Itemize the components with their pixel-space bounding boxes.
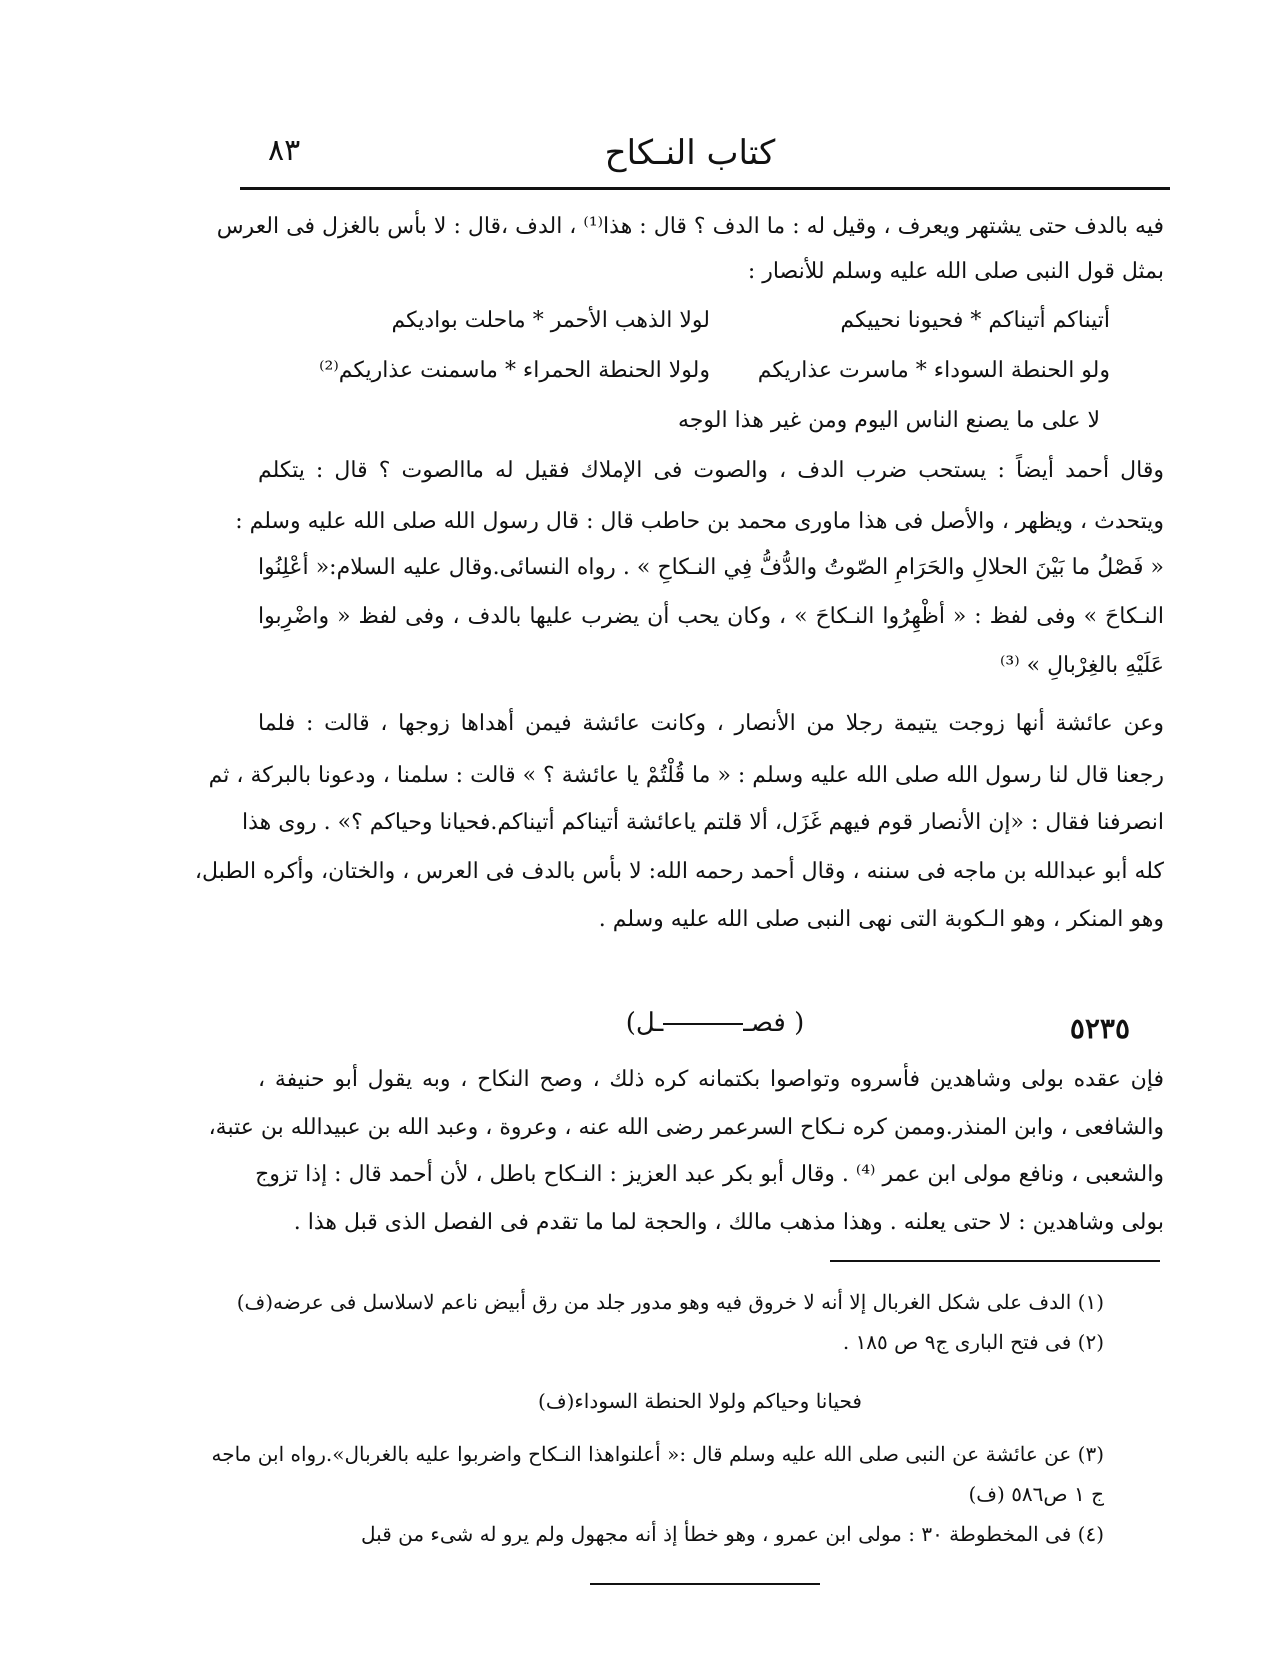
verse-hemistich: لولا الذهب الأحمر * ماحلت بواديكم	[391, 308, 710, 333]
body-line: انصرفنا فقال : «إن الأنصار قوم فيهم غَزَل، ألا قلتم ياعائشة أتيناكم أتيناكم.فحيانا وحياكم ؟» . روى هذا	[241, 810, 1164, 835]
footnote: ج ١ ص٥٨٦ (ف)	[968, 1482, 1104, 1506]
verse-hemistich: ولولا الحنطة الحمراء * ماسمنت عذاريكم⁽²⁾	[319, 358, 710, 383]
footnote: (١) الدف على شكل الغربال إلا أنه لا خروق فيه وهو مدور جلد من رق أبيض ناعم لاسلاسل فى عرضه(ف)	[236, 1290, 1104, 1314]
body-line: كله أبو عبدالله بن ماجه فى سننه ، وقال أحمد رحمه الله: لا بأس بالدف فى العرس ، والختان، وأكره الطبل،	[194, 859, 1164, 884]
body-line: ويتحدث ، ويظهر ، والأصل فى هذا ماورى محمد بن حاطب قال : قال رسول الله صلى الله عليه وسلم :	[235, 509, 1164, 534]
body-line: والشعبى ، ونافع مولى ابن عمر ⁽⁴⁾ . وقال أبو بكر عبد العزيز : النـكاح باطل ، لأن أحمد قال : إذا تزوج	[255, 1162, 1164, 1187]
body-line: فإن عقده بولى وشاهدين فأسروه وتواصوا بكتمانه كره ذلك ، وصح النكاح ، وبه يقول أبو حنيفة ،	[258, 1067, 1164, 1092]
bottom-rule	[590, 1583, 820, 1585]
running-header-title: كتاب النـكاح	[604, 133, 776, 173]
header-rule	[240, 187, 1170, 190]
body-line: وقال أحمد أيضاً : يستحب ضرب الدف ، والصوت فى الإملاك فقيل له ماالصوت ؟ قال : يتكلم	[258, 458, 1164, 483]
verse-hemistich: أتيناكم أتيناكم * فحيونا نحييكم	[840, 308, 1110, 333]
page-number: ٨٣	[268, 133, 301, 168]
body-line: وعن عائشة أنها زوجت يتيمة رجلا من الأنصار ، وكانت عائشة فيمن أهداها زوجها ، قالت : فلما	[258, 711, 1164, 736]
footnote-verse: فحيانا وحياكم ولولا الحنطة السوداء(ف)	[538, 1389, 862, 1413]
footnote: (٣) عن عائشة عن النبى صلى الله عليه وسلم قال :« أعلنواهذا النـكاح واضربوا عليه بالغربال».رواه ابن ماجه	[211, 1442, 1104, 1466]
verse-hemistich: ولو الحنطة السوداء * ماسرت عذاريكم	[757, 358, 1110, 383]
body-line: فيه بالدف حتى يشتهر ويعرف ، وقيل له : ما الدف ؟ قال : هذا⁽¹⁾ ، الدف ،قال : لا بأس بالغزل فى العرس	[216, 214, 1164, 239]
footnote: (٤) فى المخطوطة ٣٠ : مولى ابن عمرو ، وهو خطأ إذ أنه مجهول ولم يرو له شىء من قبل	[361, 1522, 1104, 1546]
body-line: « فَصْلُ ما بَيْنَ الحلالِ والحَرَامِ الصّوتُ والدُّفُّ فِي النـكاحِ » . رواه النسائى.وقال عليه السلام:« أعْلِنُوا	[258, 555, 1164, 580]
body-line: بولى وشاهدين : لا حتى يعلنه . وهذا مذهب مالك ، والحجة لما ما تقدم فى الفصل الذى قبل هذا .	[293, 1210, 1164, 1235]
body-line: لا على ما يصنع الناس اليوم ومن غير هذا الوجه	[678, 408, 1100, 433]
footnote: (٢) فى فتح البارى ج٩ ص ١٨٥ .	[842, 1330, 1104, 1354]
body-line: وهو المنكر ، وهو الـكوبة التى نهى النبى صلى الله عليه وسلم .	[598, 907, 1164, 932]
body-line: بمثل قول النبى صلى الله عليه وسلم للأنصار :	[747, 259, 1164, 284]
section-title-rule	[663, 1023, 743, 1025]
section-number: ٥٢٣٥	[1069, 1012, 1130, 1045]
section-title	[620, 1008, 810, 1038]
section-title-close: ـل)	[625, 1008, 664, 1038]
section-title-open: ( فصـ	[743, 1008, 805, 1038]
body-line: عَلَيْهِ بالغِرْبالِ » ⁽³⁾	[999, 653, 1164, 678]
footnote-rule	[830, 1260, 1160, 1262]
body-line: النـكاحَ » وفى لفظ : « أظْهِرُوا النـكاحَ » ، وكان يحب أن يضرب عليها بالدف ، وفى لفظ « واضْرِبوا	[258, 604, 1164, 629]
body-line: رجعنا قال لنا رسول الله صلى الله عليه وسلم : « ما قُلْتُمْ يا عائشة ؟ » قالت : سلمنا ، ودعونا بالبركة ، ثم	[208, 763, 1164, 788]
body-line: والشافعى ، وابن المنذر.وممن كره نـكاح السرعمر رضى الله عنه ، وعروة ، وعبد الله بن عبيدالله بن عتبة،	[208, 1115, 1164, 1140]
